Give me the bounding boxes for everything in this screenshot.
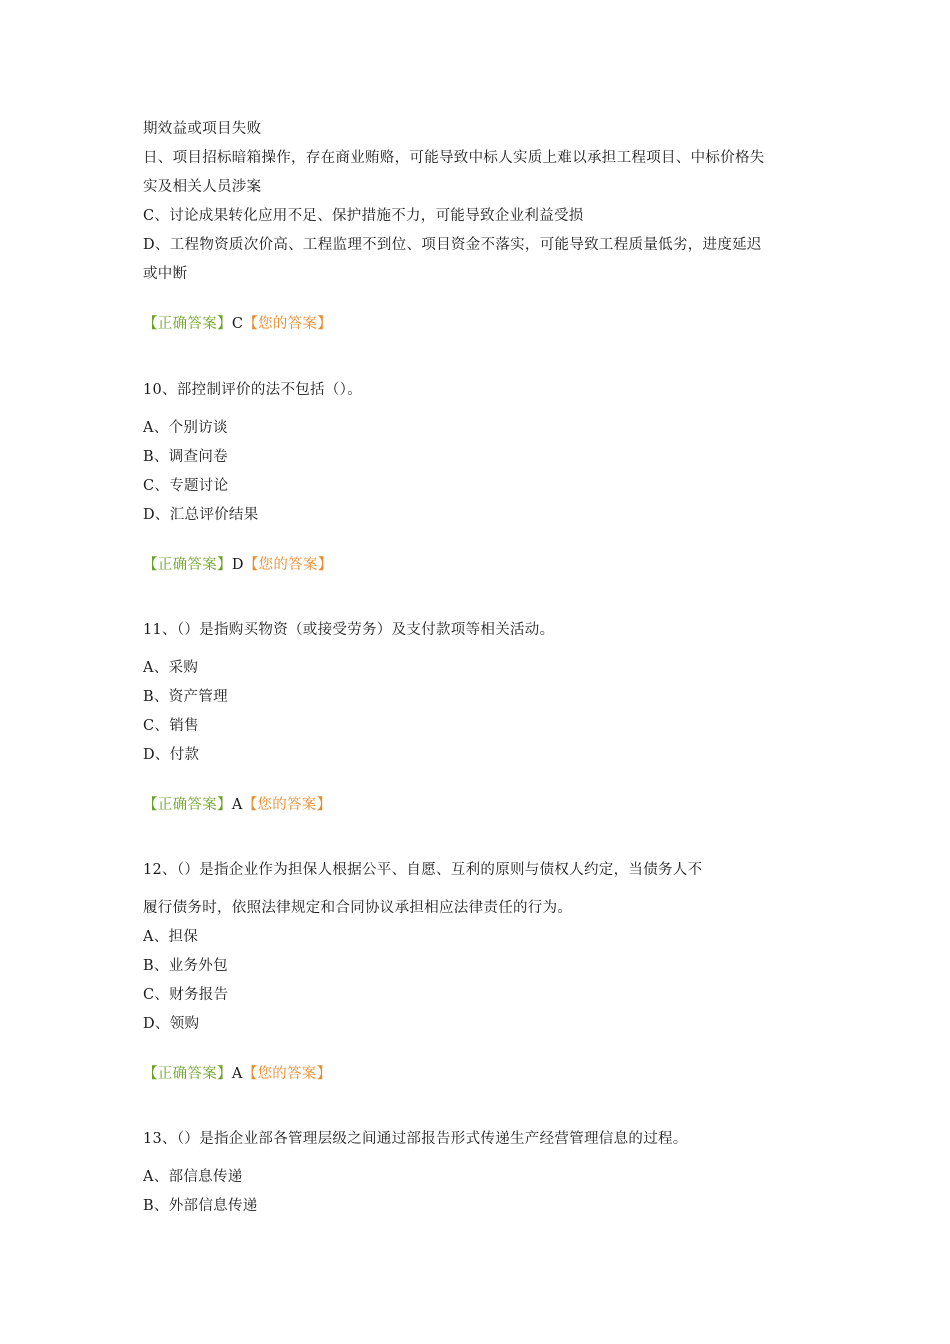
option-continuation-text: 期效益或项目失败	[143, 121, 262, 137]
question-11-option-c: C、销售	[143, 718, 199, 734]
question-13-option-b: B、外部信息传递	[143, 1198, 258, 1214]
answer-line-q9	[143, 314, 332, 334]
option-b-text: 日、项目招标暗箱操作，存在商业贿赂，可能导致中标人实质上难以承担工程项目、中标价格失	[143, 150, 765, 166]
correct-answer-value: A	[231, 797, 243, 813]
option-d-continuation-text: 或中断	[143, 266, 188, 282]
correct-answer-value: D	[231, 557, 244, 573]
option-b-continuation-text: 实及相关人员涉案	[143, 179, 262, 195]
question-12-text-line2: 履行债务时，依照法律规定和合同协议承担相应法律责任的行为。	[143, 900, 573, 916]
question-12-text-line1: 12、（）是指企业作为担保人根据公平、自愿、互利的原则与债权人约定，当债务人不	[143, 862, 703, 878]
correct-answer-label: 【正确答案】	[143, 316, 232, 332]
option-d-text: D、工程物资质次价高、工程监理不到位、项目资金不落实，可能导致工程质量低劣，进度延迟	[143, 237, 762, 253]
your-answer-label: 【您的答案】	[243, 316, 333, 332]
correct-answer-value: A	[231, 1066, 243, 1082]
question-11-option-a: A、采购	[143, 660, 199, 676]
answer-line-q12	[143, 1064, 331, 1084]
option-c-text: C、讨论成果转化应用不足、保护措施不力，可能导致企业利益受损	[143, 208, 584, 224]
question-11-text: 11、（）是指购买物资（或接受劳务）及支付款项等相关活动。	[143, 622, 555, 638]
correct-answer-label: 【正确答案】	[143, 797, 232, 813]
question-11-option-b: B、资产管理	[143, 689, 228, 705]
question-12-option-d: D、领购	[143, 1016, 200, 1032]
correct-answer-label: 【正确答案】	[143, 557, 232, 573]
question-12-option-a: A、担保	[143, 929, 199, 945]
question-10-option-b: B、调查问卷	[143, 449, 228, 465]
your-answer-label: 【您的答案】	[243, 557, 333, 573]
correct-answer-value: C	[231, 316, 244, 332]
question-13-option-a: A、部信息传递	[143, 1169, 243, 1185]
question-11-option-d: D、付款	[143, 747, 200, 763]
your-answer-label: 【您的答案】	[242, 797, 332, 813]
question-10-option-c: C、专题讨论	[143, 478, 229, 494]
question-13-text: 13、（）是指企业部各管理层级之间通过部报告形式传递生产经营管理信息的过程。	[143, 1131, 688, 1147]
correct-answer-label: 【正确答案】	[143, 1066, 232, 1082]
question-12-option-c: C、财务报告	[143, 987, 229, 1003]
question-10-text: 10、部控制评价的法不包括（）。	[143, 382, 362, 398]
answer-line-q10	[143, 555, 333, 575]
your-answer-label: 【您的答案】	[242, 1066, 332, 1082]
question-10-option-d: D、汇总评价结果	[143, 507, 259, 523]
question-12-option-b: B、业务外包	[143, 958, 228, 974]
question-10-option-a: A、个别访谈	[143, 420, 228, 436]
answer-line-q11	[143, 795, 331, 815]
